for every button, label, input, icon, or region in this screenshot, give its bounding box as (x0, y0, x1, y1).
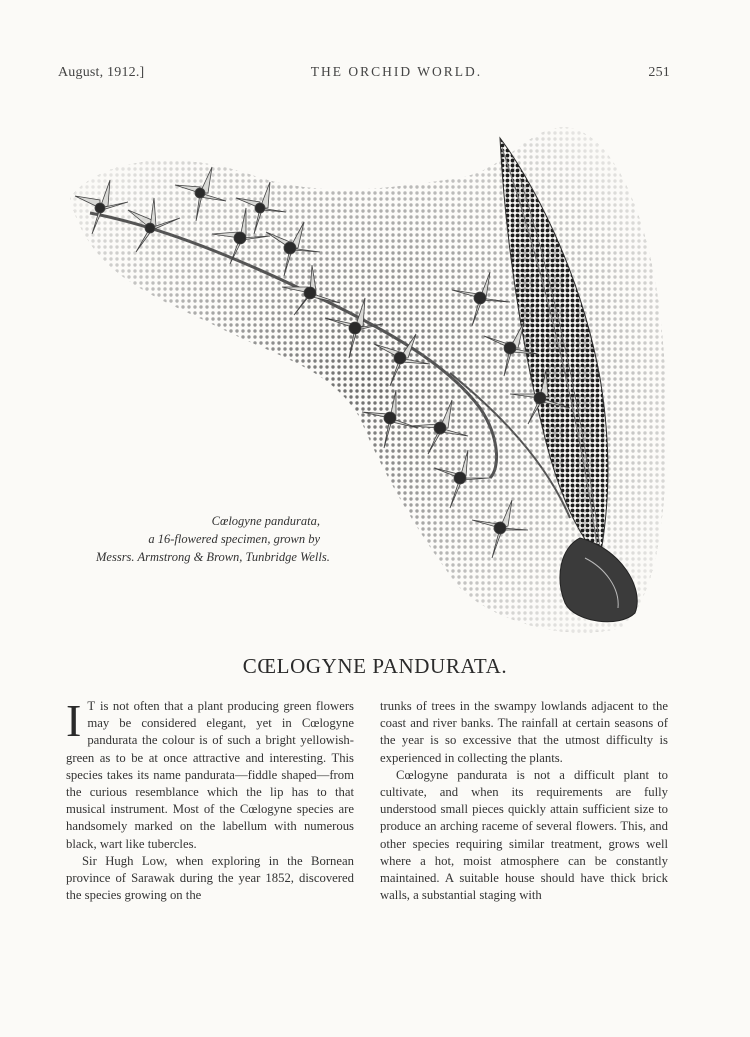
paragraph: Cœlogyne pandurata is not a difficult plant to cultivate, and when its requirements are fully understood small pieces quickly attain sufficient size to produce an arching raceme of several flowers. This, and other species requiring similar treatment, grows well where a hot, moist atmosphere can be constantly maintained. A suitable house should have thick brick walls, a substantial staging with (380, 767, 668, 903)
paragraph-text: is not often that a plant producing green flowers may be considered elegant, yet in Cœlogyne pandurata the colour is of such a bright yellowish-green as to be at once attractive and interesting. This species takes its name pandurata—fiddle shaped—from the curious resemblance which the lip has to that musical instrument. Most of the Cœlogyne species are handsomely marked on the labellum with numerous black, wart like tubercles. (66, 699, 354, 851)
article-title: CŒLOGYNE PANDURATA. (242, 654, 508, 678)
running-head (58, 64, 670, 81)
text-column-left (66, 695, 354, 904)
header-date: August, 1912.] (58, 65, 145, 80)
paragraph: trunks of trees in the swampy lowlands adjacent to the coast and river banks. The rainfall at certain seasons of the year is so excessive that the utmost difficulty is experienced in collecting the plants. (380, 699, 668, 765)
page-number: 251 (648, 65, 670, 80)
plate-caption (96, 512, 330, 566)
journal-title: THE ORCHID WORLD. (310, 64, 483, 79)
drop-cap: I (66, 695, 82, 746)
caption-line: Messrs. Armstrong & Brown, Tunbridge Wells. (96, 550, 330, 564)
paragraph: Sir Hugh Low, when exploring in the Bornean province of Sarawak during the year 1852, discovered the species growing on the (66, 853, 354, 903)
orchid-plate (60, 118, 680, 643)
caption-line: a 16-flowered specimen, grown by (148, 532, 320, 546)
paragraph (66, 695, 354, 853)
text-column-right (380, 698, 668, 904)
caption-line: Cœlogyne pandurata, (211, 514, 320, 528)
lead-letters: T (87, 699, 96, 713)
